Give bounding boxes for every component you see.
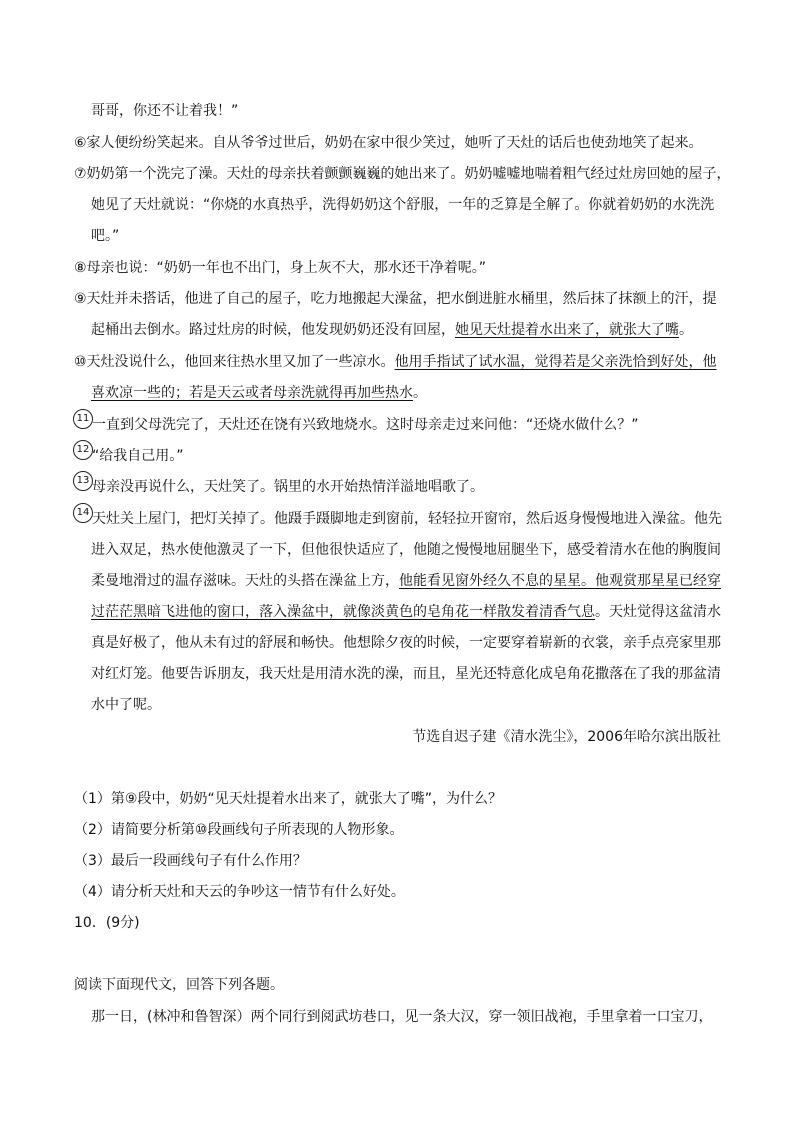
- question-2: （2）请简要分析第⑩段画线句子所表现的人物形象。: [74, 822, 404, 838]
- p9-plain-text: 起桶出去倒水。路过灶房的时候，他发现奶奶还没有回屋，: [91, 322, 455, 338]
- paragraph-8: ⑧母亲也说：“奶奶一年也不出门，身上灰不大，那水还干净着呢。”: [74, 260, 487, 276]
- paragraph-9-line-2: [91, 320, 693, 340]
- paragraph-14-line-2: 进入双足，热水使他激灵了一下，但他很快适应了，他随之慢慢地屈腿坐下，感受着清水在他的胸腹间: [91, 542, 721, 558]
- p9-end-punct: 。: [679, 322, 693, 338]
- paragraph-7-line-2: 她见了天灶就说：“你烧的水真热乎，洗得奶奶这个舒服，一年的乏算是全解了。你就着奶奶的水洗洗: [91, 197, 715, 213]
- paragraph-10-line-2: [91, 383, 427, 403]
- p10-plain-text: ⑩天灶没说什么，他回来往热水里又加了一些凉水。: [74, 354, 395, 370]
- paragraph-marker-14: 14: [73, 503, 93, 523]
- story-line-1: 哥哥，你还不让着我！”: [91, 103, 239, 119]
- paragraph-7-line-3: 吧。”: [91, 228, 120, 244]
- paragraph-14-line-4: [91, 602, 721, 622]
- source-citation: 节选自迟子建《清水洗尘》，2006年哈尔滨出版社: [412, 729, 721, 745]
- paragraph-9-line-1: ⑨天灶并未搭话，他进了自己的屋子，吃力地搬起大澡盆，把水倒进脏水桶里，然后抹了抹额上的汗，提: [74, 291, 717, 307]
- paragraph-11: [73, 415, 639, 435]
- paragraph-13: [73, 477, 484, 497]
- paragraph-marker-11: 11: [73, 409, 93, 429]
- p14-plain-tail: 。天灶觉得这盆清水: [595, 604, 721, 620]
- paragraph-14-line-6: 对红灯笼。他要告诉朋友，我天灶是用清水洗的澡，而且，星光还特意化成皂角花撒落在了我的那盆清: [91, 666, 721, 682]
- question-3: （3）最后一段画线句子有什么作用？: [74, 853, 307, 869]
- p14-underlined-sentence-1: 他能看见窗外经久不息的星星。他观赏那星星已经穿: [399, 573, 721, 589]
- reading-instruction: 阅读下面现代文，回答下列各题。: [74, 977, 284, 993]
- p10-underlined-sentence-2: 喜欢凉一些的；若是天云或者母亲洗就得再加些热水: [91, 385, 413, 401]
- paragraph-14-line-5: 真是好极了，他从未有过的舒展和畅快。他想除夕夜的时候，一定要穿着崭新的衣裳，亲手点亮家里那: [91, 635, 721, 651]
- paragraph-7-line-1: ⑦奶奶第一个洗完了澡。天灶的母亲扶着颤颤巍巍的她出来了。奶奶嘘嘘地喘着粗气经过灶房回她的屋子，: [74, 166, 731, 182]
- paragraph-6: ⑥家人便纷纷笑起来。自从爷爷过世后，奶奶在家中很少笑过，她听了天灶的话后也使劲地笑了起来。: [74, 135, 703, 151]
- paragraph-marker-13: 13: [73, 471, 93, 491]
- p10-end-punct: 。: [413, 385, 427, 401]
- question-4: （4）请分析天灶和天云的争吵这一情节有什么好处。: [74, 884, 405, 900]
- paragraph-12: [73, 446, 184, 466]
- paragraph-marker-12: 12: [73, 440, 93, 460]
- paragraph-14-line-7: 水中了呢。: [91, 697, 161, 713]
- paragraph-14-line-1: [73, 509, 722, 529]
- p14-underlined-sentence-2: 过茫茫黑暗飞进他的窗口，落入澡盆中，就像淡黄色的皂角花一样散发着清香气息: [91, 604, 595, 620]
- p13-text: 母亲没再说什么，天灶笑了。锅里的水开始热情洋溢地唱歌了。: [92, 479, 484, 495]
- p10-underlined-sentence-1: 他用手指试了试水温，觉得若是父亲洗恰到好处，他: [394, 354, 717, 370]
- paragraph-10-line-1: [74, 352, 717, 372]
- p14-plain-text: 柔曼地滑过的温存滋味。天灶的头搭在澡盆上方，: [91, 573, 399, 589]
- p11-text: 一直到父母洗完了，天灶还在饶有兴致地烧水。这时母亲走过来问他：“还烧水做什么？”: [92, 417, 639, 433]
- p12-text: “给我自己用。”: [92, 448, 184, 464]
- question-number-10: 10．(9分): [74, 915, 140, 931]
- p14-text-1: 天灶关上屋门，把灯关掉了。他蹑手蹑脚地走到窗前，轻轻拉开窗帘，然后返身慢慢地进入澡盆。他先: [92, 511, 722, 527]
- paragraph-14-line-3: [91, 571, 721, 591]
- next-passage-first-line: 那一日，(林冲和鲁智深）两个同行到阅武坊巷口，见一条大汉，穿一领旧战袍，手里拿着一口宝刀，: [91, 1009, 713, 1025]
- question-1: （1）第⑨段中，奶奶“见天灶提着水出来了，就张大了嘴”，为什么？: [74, 791, 502, 807]
- p9-underlined-sentence: 她见天灶提着水出来了，就张大了嘴: [455, 322, 679, 338]
